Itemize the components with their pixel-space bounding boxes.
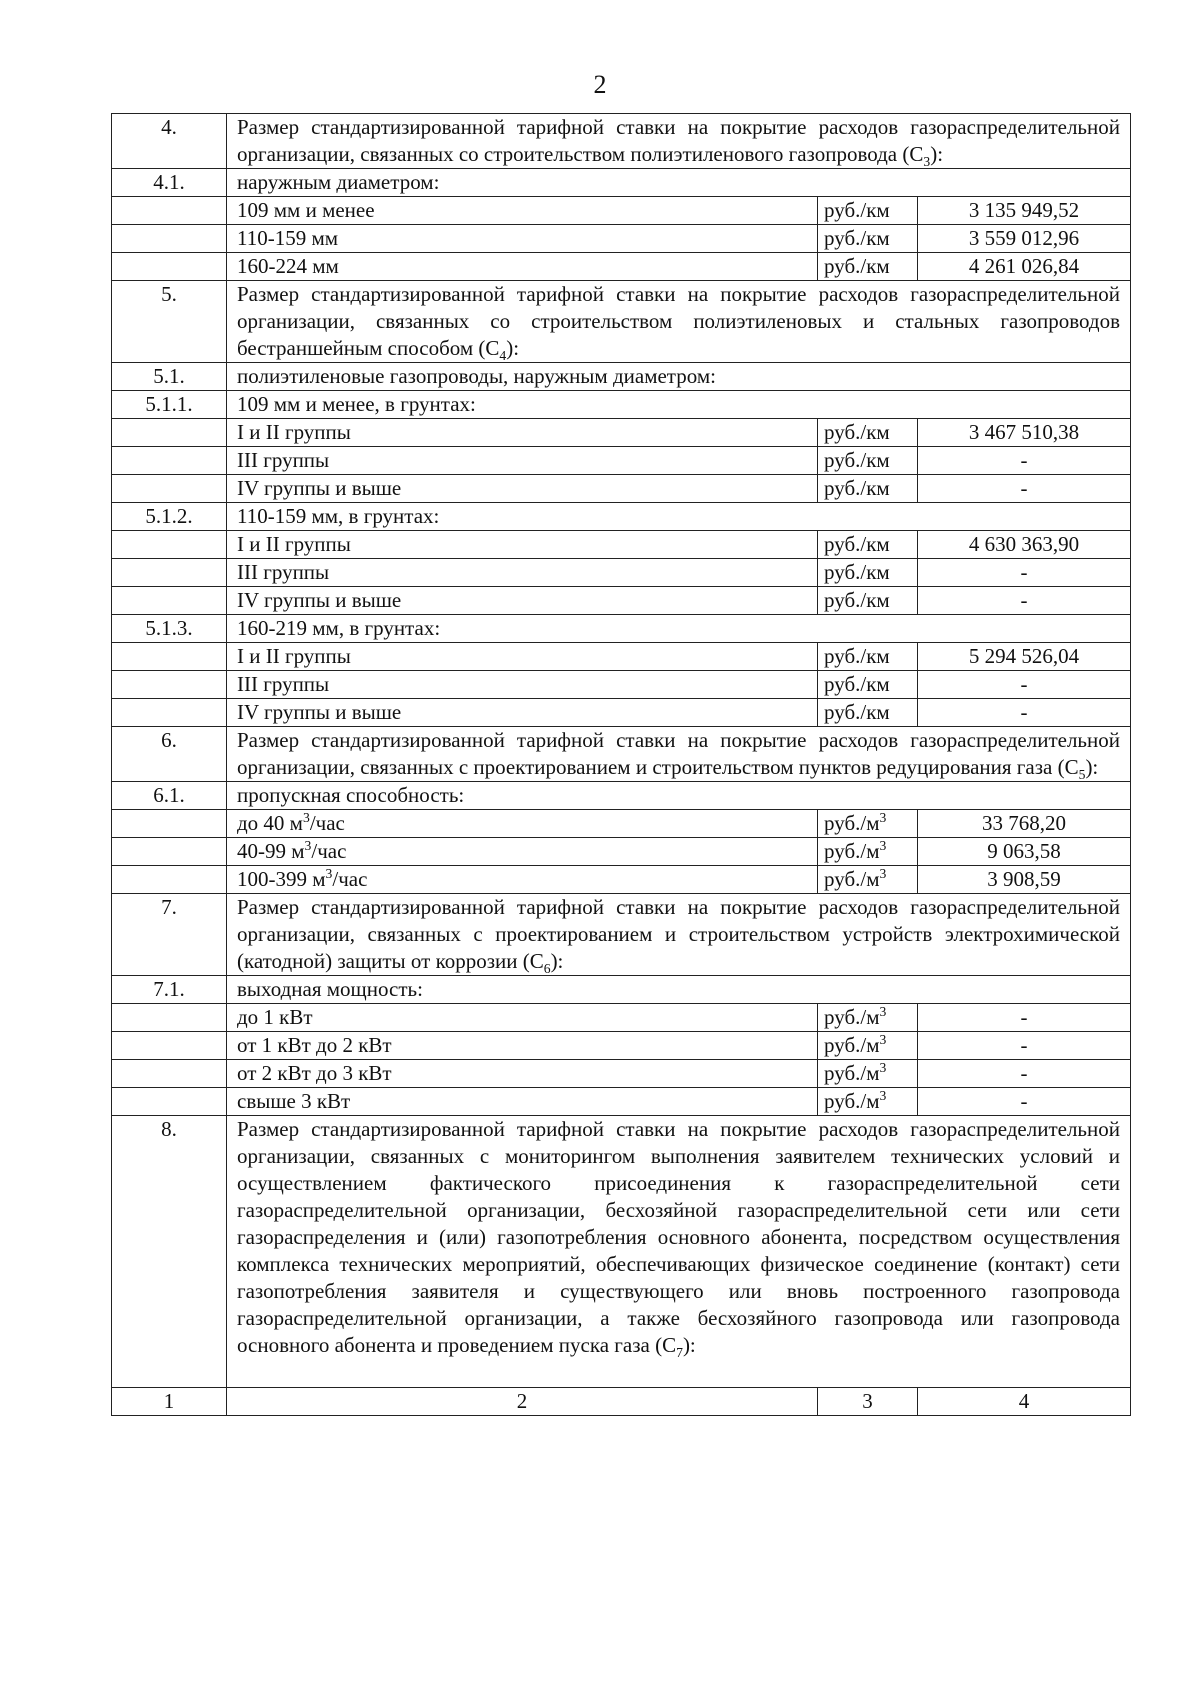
item-value: 3 908,59 [918, 866, 1131, 894]
empty-cell [112, 559, 227, 587]
section-number: 8. [112, 1116, 227, 1388]
item-label: I и II группы [227, 643, 818, 671]
superscript: 3 [325, 866, 333, 881]
item-unit [818, 1060, 918, 1088]
empty-cell [112, 1088, 227, 1116]
item-unit: руб./км [818, 559, 918, 587]
column-number: 1 [112, 1388, 227, 1416]
item-unit: руб./км [818, 419, 918, 447]
item-label: до 1 кВт [227, 1004, 818, 1032]
section-number: 6. [112, 727, 227, 782]
subsection-number: 5.1.3. [112, 615, 227, 643]
item-unit [818, 810, 918, 838]
item-unit-text: руб./м [824, 867, 880, 891]
empty-cell [112, 531, 227, 559]
empty-cell [112, 447, 227, 475]
item-unit: руб./км [818, 671, 918, 699]
item-label: 109 мм и менее [227, 197, 818, 225]
column-numbering-row [112, 1388, 1131, 1416]
table-row [112, 419, 1131, 447]
section-number: 4. [112, 114, 227, 169]
empty-cell [112, 671, 227, 699]
section-subscript: 4 [499, 348, 507, 363]
section-number: 5. [112, 281, 227, 363]
section-text-end: ): [550, 949, 564, 973]
subsection-title: полиэтиленовые газопроводы, наружным диаметром: [227, 363, 1131, 391]
item-unit-text: руб./м [824, 811, 880, 835]
section-text: Размер стандартизированной тарифной ставки на покрытие расходов газораспределительной организации, связанных с проектированием и строительством устройств электрохимической (катодной) защиты от коррозии (С [237, 895, 1120, 973]
superscript: 3 [304, 838, 312, 853]
item-value: 3 135 949,52 [918, 197, 1131, 225]
item-value: - [918, 671, 1131, 699]
column-number: 2 [227, 1388, 818, 1416]
item-unit [818, 1088, 918, 1116]
empty-cell [112, 475, 227, 503]
section-subscript: 6 [543, 961, 551, 976]
table-row [112, 559, 1131, 587]
item-unit: руб./км [818, 587, 918, 615]
page-number: 2 [593, 70, 607, 99]
table-row [112, 363, 1131, 391]
empty-cell [112, 253, 227, 281]
item-label: 160-224 мм [227, 253, 818, 281]
superscript: 3 [879, 838, 887, 853]
item-value: 5 294 526,04 [918, 643, 1131, 671]
item-label: IV группы и выше [227, 699, 818, 727]
item-label [227, 838, 818, 866]
item-label: III группы [227, 447, 818, 475]
item-unit-text: руб./м [824, 1033, 880, 1057]
table-row [112, 782, 1131, 810]
section-subscript: 3 [923, 154, 931, 169]
empty-cell [112, 866, 227, 894]
item-label: I и II группы [227, 419, 818, 447]
table-row [112, 976, 1131, 1004]
subsection-number: 5.1.2. [112, 503, 227, 531]
item-unit: руб./км [818, 643, 918, 671]
tariff-table [111, 113, 1131, 1416]
superscript: 3 [879, 810, 887, 825]
item-label: IV группы и выше [227, 587, 818, 615]
item-unit-text: руб./м [824, 1005, 880, 1029]
subsection-number: 6.1. [112, 782, 227, 810]
table-row [112, 838, 1131, 866]
item-value: 4 630 363,90 [918, 531, 1131, 559]
empty-cell [112, 587, 227, 615]
item-label: от 1 кВт до 2 кВт [227, 1032, 818, 1060]
item-unit [818, 1004, 918, 1032]
empty-cell [112, 643, 227, 671]
item-value: 3 559 012,96 [918, 225, 1131, 253]
item-label-suffix: /час [309, 811, 345, 835]
empty-cell [112, 838, 227, 866]
item-label: свыше 3 кВт [227, 1088, 818, 1116]
section-description [227, 1116, 1131, 1388]
item-label-suffix: /час [311, 839, 347, 863]
table-row [112, 1032, 1131, 1060]
section-text-end: ): [682, 1333, 696, 1357]
section-subscript: 7 [676, 1345, 683, 1361]
table-row [112, 643, 1131, 671]
item-unit: руб./км [818, 699, 918, 727]
item-value: - [918, 559, 1131, 587]
section-text: Размер стандартизированной тарифной ставки на покрытие расходов газораспределительной организации, связанных со строительством полиэтиленовых и стальных газопроводов бестраншейным способом (С [237, 282, 1120, 360]
empty-cell [112, 810, 227, 838]
item-label: IV группы и выше [227, 475, 818, 503]
table-row [112, 1116, 1131, 1388]
subsection-title: пропускная способность: [227, 782, 1131, 810]
table-row [112, 169, 1131, 197]
item-value: 33 768,20 [918, 810, 1131, 838]
column-number: 4 [918, 1388, 1131, 1416]
item-unit [818, 866, 918, 894]
column-number: 3 [818, 1388, 918, 1416]
table-row [112, 810, 1131, 838]
table-row [112, 281, 1131, 363]
section-description [227, 114, 1131, 169]
table-row [112, 699, 1131, 727]
empty-cell [112, 1032, 227, 1060]
item-value: - [918, 475, 1131, 503]
item-unit: руб./км [818, 531, 918, 559]
item-unit-text: руб./м [824, 1061, 880, 1085]
table-row [112, 531, 1131, 559]
table-row [112, 587, 1131, 615]
item-label: от 2 кВт до 3 кВт [227, 1060, 818, 1088]
empty-cell [112, 1004, 227, 1032]
item-label: III группы [227, 671, 818, 699]
table-row [112, 475, 1131, 503]
item-value: - [918, 1004, 1131, 1032]
section-text: Размер стандартизированной тарифной ставки на покрытие расходов газораспределительной организации, связанных со строительством полиэтиленового газопровода (С [237, 115, 1120, 166]
item-value: - [918, 1060, 1131, 1088]
item-label-text: 40-99 м [237, 839, 305, 863]
empty-cell [112, 225, 227, 253]
section-description [227, 727, 1131, 782]
item-unit: руб./км [818, 475, 918, 503]
superscript: 3 [879, 1004, 887, 1019]
item-unit: руб./км [818, 253, 918, 281]
table-row [112, 894, 1131, 976]
table-row [112, 114, 1131, 169]
section-text-end: ): [506, 336, 520, 360]
subsection-title: выходная мощность: [227, 976, 1131, 1004]
superscript: 3 [302, 810, 310, 825]
table-row [112, 391, 1131, 419]
item-unit: руб./км [818, 447, 918, 475]
table-row [112, 447, 1131, 475]
item-unit [818, 1032, 918, 1060]
subsection-number: 7.1. [112, 976, 227, 1004]
section-subscript: 5 [1078, 767, 1086, 782]
item-unit-text: руб./м [824, 839, 880, 863]
superscript: 3 [879, 1032, 887, 1047]
empty-cell [112, 419, 227, 447]
item-label-text: до 40 м [237, 811, 303, 835]
item-unit: руб./км [818, 225, 918, 253]
subsection-title: наружным диаметром: [227, 169, 1131, 197]
item-value: 4 261 026,84 [918, 253, 1131, 281]
item-value: 3 467 510,38 [918, 419, 1131, 447]
section-text: Размер стандартизированной тарифной ставки на покрытие расходов газораспределительной организации, связанных с мониторингом выполнения заявителем технических условий и осуществлением фактического присоединения к газораспределительной сети газораспределительной организации, бесхозяйной газораспределительной сети или сети газораспределения и (или) газопотребления основного абонента, посредством осуществления комплекса технических мероприятий, обеспечивающих физическое соединение (контакт) сети газопотребления заявителя и существующего или вновь построенного газопровода газораспределительной организации, а также бесхозяйного газопровода или газопровода основного абонента и проведением пуска газа (С [237, 1117, 1120, 1357]
section-description [227, 281, 1131, 363]
tariff-table-body [112, 114, 1131, 1416]
section-text: Размер стандартизированной тарифной ставки на покрытие расходов газораспределительной организации, связанных с проектированием и строительством пунктов редуцирования газа (С [237, 728, 1120, 779]
subsection-title: 109 мм и менее, в грунтах: [227, 391, 1131, 419]
subsection-number: 5.1. [112, 363, 227, 391]
superscript: 3 [879, 866, 887, 881]
subsection-number: 4.1. [112, 169, 227, 197]
item-value: - [918, 447, 1131, 475]
item-label [227, 866, 818, 894]
table-row [112, 197, 1131, 225]
item-value: 9 063,58 [918, 838, 1131, 866]
superscript: 3 [879, 1088, 887, 1103]
item-value: - [918, 587, 1131, 615]
subsection-title: 160-219 мм, в грунтах: [227, 615, 1131, 643]
empty-cell [112, 699, 227, 727]
table-row [112, 727, 1131, 782]
item-unit [818, 838, 918, 866]
table-row [112, 615, 1131, 643]
item-label [227, 810, 818, 838]
item-unit-text: руб./м [824, 1089, 880, 1113]
table-row [112, 1060, 1131, 1088]
superscript: 3 [879, 1060, 887, 1075]
table-row [112, 253, 1131, 281]
table-row [112, 1004, 1131, 1032]
item-label-text: 100-399 м [237, 867, 326, 891]
item-label: 110-159 мм [227, 225, 818, 253]
table-row [112, 671, 1131, 699]
section-text-end: ): [1085, 755, 1099, 779]
item-value: - [918, 1032, 1131, 1060]
section-text-end: ): [930, 142, 944, 166]
item-label: III группы [227, 559, 818, 587]
empty-cell [112, 1060, 227, 1088]
table-row [112, 1088, 1131, 1116]
item-value: - [918, 699, 1131, 727]
table-row [112, 503, 1131, 531]
item-label-suffix: /час [332, 867, 368, 891]
empty-cell [112, 197, 227, 225]
subsection-title: 110-159 мм, в грунтах: [227, 503, 1131, 531]
table-row [112, 866, 1131, 894]
subsection-number: 5.1.1. [112, 391, 227, 419]
item-label: I и II группы [227, 531, 818, 559]
table-row [112, 225, 1131, 253]
section-description [227, 894, 1131, 976]
item-value: - [918, 1088, 1131, 1116]
item-unit: руб./км [818, 197, 918, 225]
section-number: 7. [112, 894, 227, 976]
